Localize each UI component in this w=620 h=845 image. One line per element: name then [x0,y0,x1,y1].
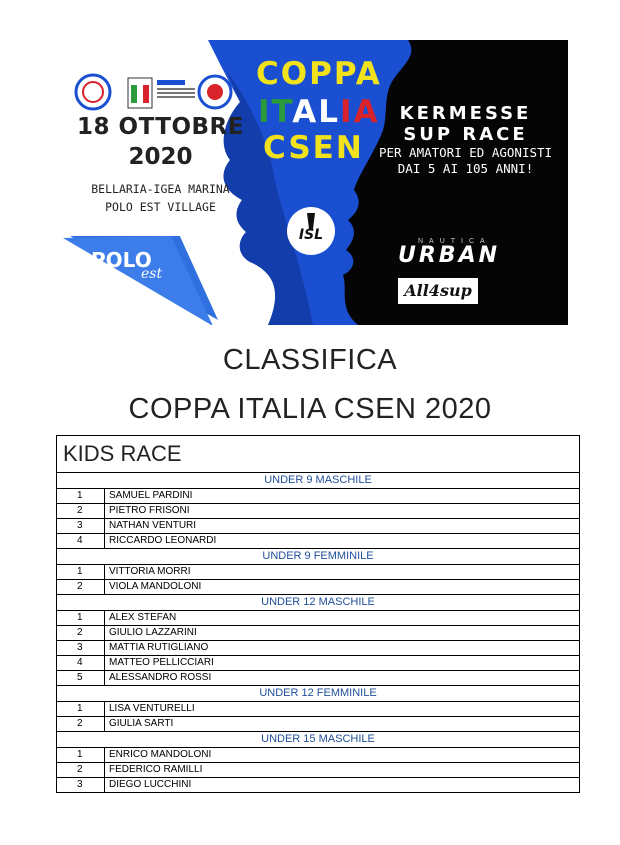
coppa-line3: CSEN [263,130,364,166]
table-row [57,641,579,656]
position-cell: 3 [57,641,105,655]
athlete-name: ALESSANDRO ROSSI [109,672,212,683]
kermesse-line1: KERMESSE [399,103,532,124]
csen-seal-icon [76,75,110,109]
position-cell: 1 [57,611,105,625]
position-cell: 1 [57,565,105,579]
page-subtitle: COPPA ITALIA CSEN 2020 [128,393,492,425]
coppa-line2-part3: IA [340,94,380,130]
sponsor-logos [73,70,233,112]
athlete-name: VITTORIA MORRI [109,566,191,577]
athlete-name: MATTEO PELLICCIARI [109,657,214,668]
table-row [57,611,579,626]
event-place [58,180,263,216]
table-row [57,748,579,763]
table-row [57,580,579,595]
table-row [57,519,579,534]
athlete-name: DIEGO LUCCHINI [109,779,192,790]
isl-logo-text: ISL [298,227,324,243]
isl-logo [285,205,337,262]
table-row [57,778,579,792]
kermesse-line2: SUP RACE [403,124,528,145]
athlete-name: ALEX STEFAN [109,612,177,623]
polo-logo-est: est [141,266,163,282]
kermesse-text [368,103,563,177]
event-place-line1: BELLARIA-IGEA MARINA [91,182,230,196]
position-cell: 2 [57,580,105,594]
polo-logo-text: POLO [91,248,152,272]
coppa-line2-part1: IT [258,94,293,130]
table-row [57,565,579,580]
kermesse-line4: DAI 5 AI 105 ANNI! [397,161,534,176]
category-header: UNDER 15 MASCHILE [57,732,579,748]
position-cell: 4 [57,534,105,548]
position-cell: 4 [57,656,105,670]
category-header: UNDER 12 FEMMINILE [57,686,579,702]
athlete-name: SAMUEL PARDINI [109,490,193,501]
race-title: KIDS RACE [57,436,579,473]
all4sup-logo: All4sup [398,278,478,304]
polo-est-logo [63,236,223,325]
nautica-text: NAUTICA [418,238,491,245]
position-cell: 3 [57,778,105,792]
page-title: CLASSIFICA [222,344,398,376]
category-header: UNDER 9 FEMMINILE [57,549,579,565]
kermesse-line3: PER AMATORI ED AGONISTI [378,145,553,160]
table-row [57,717,579,732]
table-row [57,489,579,504]
position-cell: 1 [57,489,105,503]
athlete-name: RICCARDO LEONARDI [109,535,217,546]
athlete-name: ENRICO MANDOLONI [109,749,212,760]
athlete-name: PIETRO FRISONI [109,505,190,516]
table-row [57,534,579,549]
position-cell: 1 [57,748,105,762]
category-header: UNDER 12 MASCHILE [57,595,579,611]
table-row [57,656,579,671]
table-row [57,626,579,641]
position-cell: 2 [57,717,105,731]
athlete-name: LISA VENTURELLI [109,703,195,714]
table-row [57,702,579,717]
athlete-name: NATHAN VENTURI [109,520,197,531]
table-row [57,763,579,778]
coppa-line1: COPPA [256,56,382,92]
athlete-name: VIOLA MANDOLONI [109,581,202,592]
event-date-day: 18 OTTOBRE [77,114,244,140]
table-row [57,671,579,686]
athlete-name: GIULIA SARTI [109,718,174,729]
position-cell: 2 [57,504,105,518]
position-cell: 2 [57,626,105,640]
standings-table [56,435,580,793]
coppa-line2 [258,94,380,130]
table-row [57,504,579,519]
athlete-name: MATTIA RUTIGLIANO [109,642,209,653]
position-cell: 1 [57,702,105,716]
athlete-name: FEDERICO RAMILLI [109,764,203,775]
position-cell: 2 [57,763,105,777]
athlete-name: GIULIO LAZZARINI [109,627,197,638]
position-cell: 3 [57,519,105,533]
position-cell: 5 [57,671,105,685]
event-banner [58,40,568,325]
event-date-year: 2020 [128,144,193,170]
event-place-line2: POLO EST VILLAGE [105,200,216,214]
category-header: UNDER 9 MASCHILE [57,473,579,489]
coppa-line2-part2: AL [292,94,341,130]
urban-logo: URBAN [398,243,501,268]
